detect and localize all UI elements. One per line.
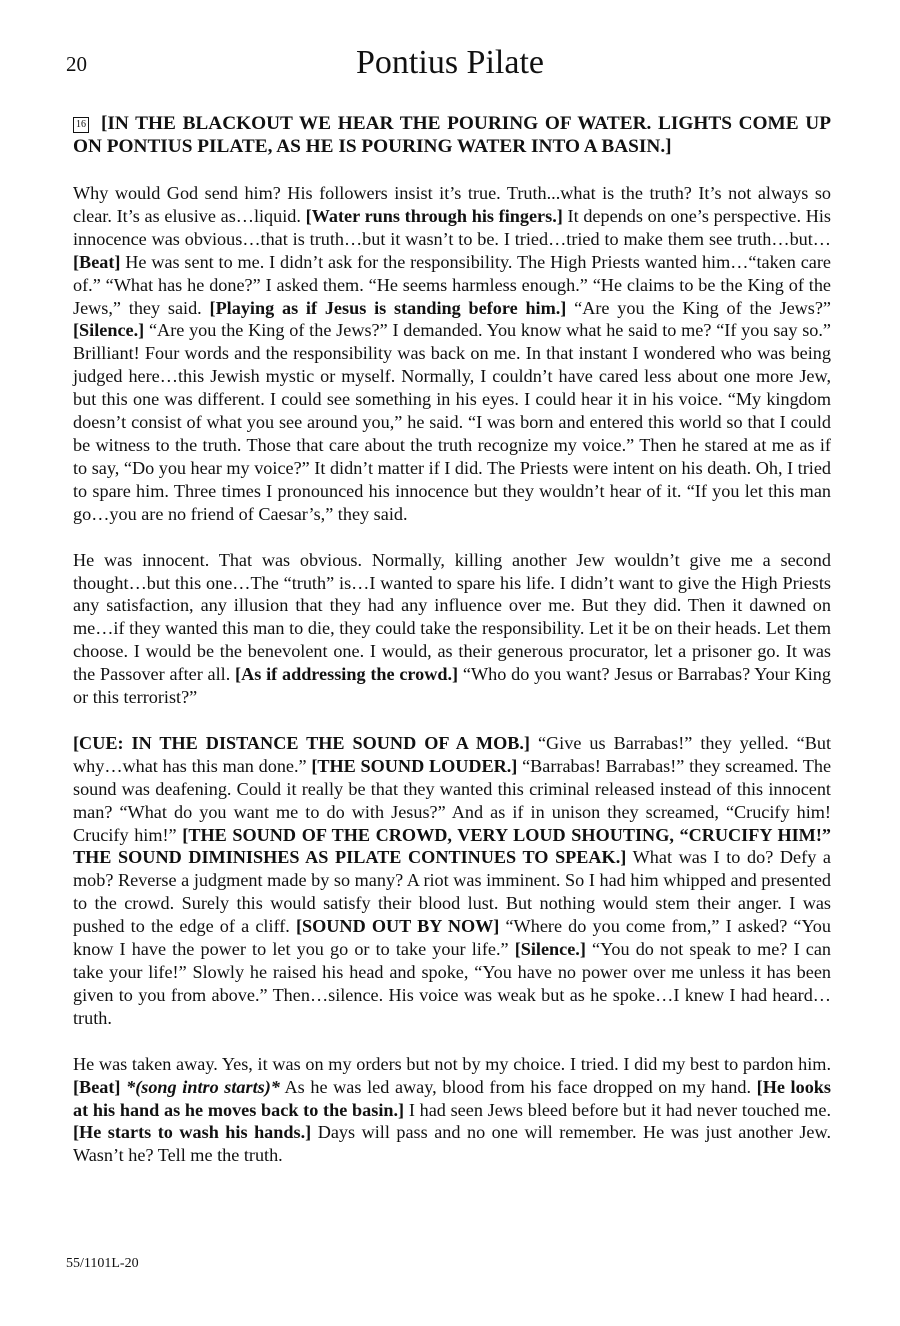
stage-direction: [THE SOUND LOUDER.] — [311, 755, 518, 776]
dialogue-text: It depends on one’s perspective. His innocence was obvious…that is truth…but it wasn’t to be. I tried…tried to make them see truth…but… — [73, 205, 831, 249]
dialogue-text: “You do not speak to me? I can take your life!” Slowly he raised his head and spoke, “You have no power over me unless it has been given to you from above.” Then…silence. His voice was weak but as he spoke…I knew I had heard…truth. — [73, 939, 831, 1028]
song-cue: *(song intro starts)* — [120, 1076, 280, 1097]
dialogue-text: He was taken away. Yes, it was on my orders but not by my choice. I tried. I did my best to pardon him. — [73, 1053, 831, 1074]
stage-direction: [Beat] — [73, 1076, 121, 1097]
stage-direction: [As if addressing the crowd.] — [235, 664, 459, 685]
dialogue-text: “Where do you come from,” I asked? “You know I have the power to let you go or to take your life.” — [73, 916, 831, 960]
dialogue-text: I had seen Jews bleed before but it had never touched me. — [404, 1099, 831, 1120]
dialogue-text: “Are you the King of the Jews?” — [566, 297, 831, 318]
stage-direction: [SOUND OUT BY NOW] — [295, 916, 500, 937]
footer-code: 55/1101L-20 — [66, 1256, 139, 1271]
dialogue-text: What was I to do? Defy a mob? Reverse a judgment made by so many? A riot was imminent. So I had him whipped and presented to the crowd. Surely this would satisfy their blood lust. But nothing would stem their anger. I was pushed to the edge of a cliff. — [73, 847, 831, 937]
stage-direction: [THE SOUND OF THE CROWD, VERY LOUD SHOUTING, “CRUCIFY HIM!” THE SOUND DIMINISHES AS PILATE CONTINUES TO SPEAK.] — [73, 824, 831, 868]
cue-number-box: 16 — [73, 117, 89, 133]
stage-direction: [CUE: IN THE DISTANCE THE SOUND OF A MOB.] — [73, 732, 530, 753]
dialogue-text: He was innocent. That was obvious. Normally, killing another Jew wouldn’t give me a second thought…but this one…The “truth” is…I wanted to spare his life. I didn’t want to give the High Priests any satisfaction, any illusion that they had any influence over me. But they did. Then it dawned on me…if they wanted this man to die, they could take the responsibility. Let it be on their heads. Let them choose. I would be the benevolent one. I would, as their generous procurator, let a prisoner go. It was the Passover after all. — [73, 549, 831, 685]
dialogue-text: “Are you the King of the Jews?” I demanded. You know what he said to me? “If you say so.” Brilliant! Four words and the responsibility was back on me. In that instant I wondered who was being judged here…this Jewish mystic or myself. Normally, I couldn’t have cared less about one more Jew, but this one was different. I could see something in his eyes. I could hear it in his voice. “My kingdom doesn’t consist of what you see around you,” he said. “I was born and entered this world so that I could be witness to the truth. Those that care about the truth recognize my voice.” Then he stared at me as if to say, “Do you hear my voice?” It didn’t matter if I did. The Priests were intent on his death. Oh, I tried to spare him. Three times I pronounced his innocence but they wouldn’t hear of it. “If you let this man go…you are no friend of Caesar’s,” they said. — [73, 320, 831, 524]
stage-direction: [Beat] — [73, 251, 121, 272]
stage-direction: [Water runs through his fingers.] — [305, 205, 563, 226]
stage-direction: [Silence.] — [73, 320, 145, 341]
stage-direction: [He starts to wash his hands.] — [73, 1122, 312, 1143]
dialogue-text: As he was led away, blood from his face dropped on my hand. — [279, 1076, 757, 1097]
monologue-paragraph-2 — [73, 549, 831, 709]
page-title: Pontius Pilate — [356, 44, 544, 81]
monologue-paragraph-3 — [73, 732, 831, 1030]
opening-direction-text: [IN THE BLACKOUT WE HEAR THE POURING OF WATER. LIGHTS COME UP ON PONTIUS PILATE, AS HE IS POURING WATER INTO A BASIN.] — [73, 113, 831, 157]
opening-stage-direction — [73, 112, 831, 158]
dialogue-text: “Barrabas! Barrabas!” they screamed. The sound was deafening. Could it really be that they wanted this criminal released instead of this innocent man? “What do you want me to do with Jesus?” And as if in unison they screamed, “Crucify him! Crucify him!” — [73, 755, 832, 845]
page-number: 20 — [66, 52, 87, 76]
stage-direction: [Silence.] — [514, 939, 586, 960]
stage-direction: [Playing as if Jesus is standing before him.] — [209, 297, 567, 318]
dialogue-text: “Who do you want? Jesus or Barrabas? Your King or this terrorist?” — [73, 664, 831, 708]
dialogue-text: Why would God send him? His followers insist it’s true. Truth...what is the truth? It’s not always so clear. It’s as elusive as…liquid. — [73, 183, 831, 226]
dialogue-text: “Give us Barrabas!” they yelled. “But why…what has this man done.” — [73, 732, 831, 776]
stage-direction: [He looks at his hand as he moves back to the basin.] — [73, 1076, 831, 1120]
script-body — [73, 112, 831, 1190]
monologue-paragraph-4 — [73, 1053, 831, 1168]
dialogue-text: He was sent to me. I didn’t ask for the responsibility. The High Priests wanted him…“taken care of.” “What has he done?” I asked them. “He seems harmless enough.” “He claims to be the King of the Jews,” they said. — [73, 251, 831, 318]
monologue-paragraph-1 — [73, 182, 831, 526]
dialogue-text: Days will pass and no one will remember. He was just another Jew. Wasn’t he? Tell me the truth. — [73, 1122, 831, 1166]
